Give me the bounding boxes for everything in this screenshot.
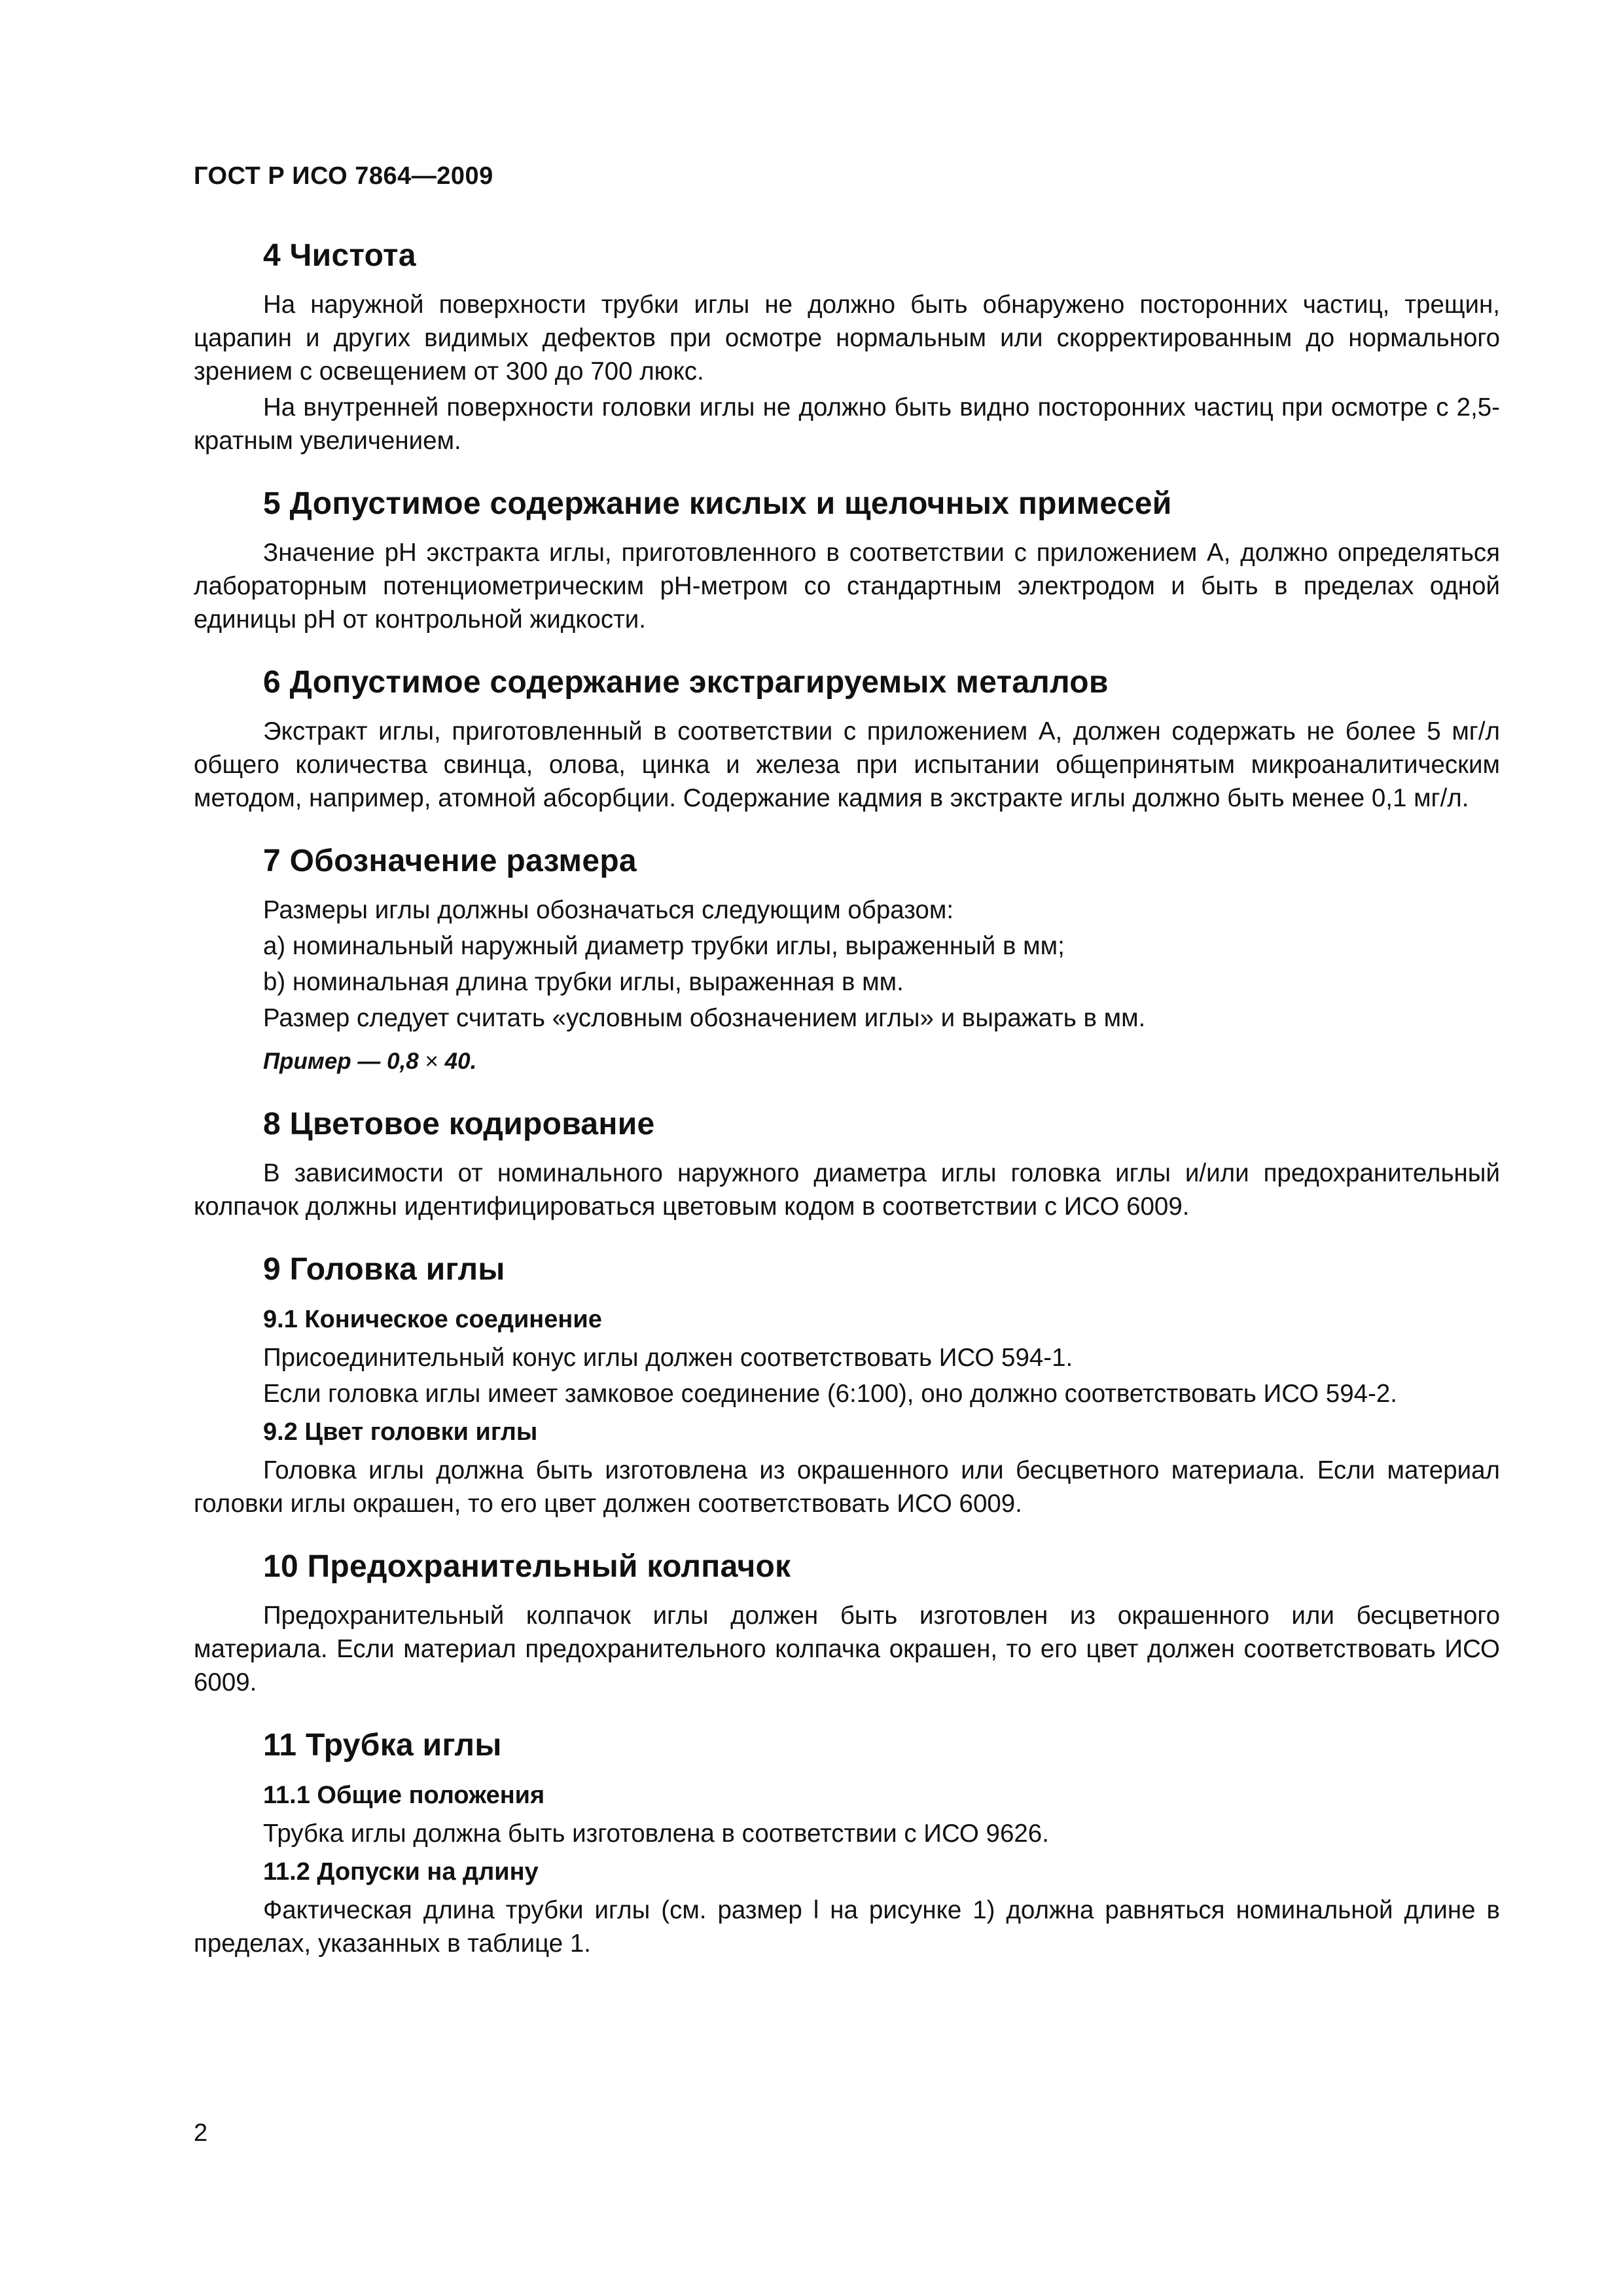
example-value: 40. (444, 1049, 477, 1074)
section-heading: 9 Головка иглы (263, 1252, 505, 1287)
subsection-heading: 9.1 Коническое соединение (263, 1306, 602, 1333)
section-4 (194, 234, 1500, 457)
paragraph: Значение рН экстракта иглы, приготовленного в соответствии с приложением А, должно определяться лабораторным потенциометрическим рН-метром со стандартным электродом и быть в пределах одной единицы рН от контрольной жидкости. (194, 539, 1500, 634)
paragraph: Предохранительный колпачок иглы должен быть изготовлен из окрашенного или бесцветного материала. Если материал предохранительного колпачка окрашен, то его цвет должен соответствовать ИСО 6009. (194, 1602, 1500, 1696)
example-note (194, 1045, 1500, 1078)
paragraph: Присоединительный конус иглы должен соответствовать ИСО 594-1. (263, 1344, 1073, 1372)
subsection-heading: 11.2 Допуски на длину (263, 1858, 539, 1886)
paragraph: Размер следует считать «условным обозначением иглы» и выражать в мм. (263, 1004, 1146, 1032)
section-heading: 4 Чистота (263, 238, 416, 273)
subsection-heading: 9.2 Цвет головки иглы (263, 1418, 538, 1446)
section-11 (194, 1724, 1500, 1960)
section-heading: 10 Предохранительный колпачок (263, 1549, 791, 1584)
section-heading: 11 Трубка иглы (263, 1728, 502, 1763)
list-item: a) номинальный наружный диаметр трубки иглы, выраженный в мм; (263, 932, 1065, 960)
section-heading: 5 Допустимое содержание кислых и щелочных примесей (263, 486, 1172, 521)
paragraph: Экстракт иглы, приготовленный в соответствии с приложением А, должен содержать не более 5 мг/л общего количества свинца, олова, цинка и железа при испытании общепринятым микроаналитическим методом, например, атомной абсорбции. Содержание кадмия в экстракте иглы должно быть менее 0,1 мг/л. (194, 717, 1500, 812)
paragraph: В зависимости от номинального наружного диаметра иглы головка иглы и/или предохранительный колпачок должны идентифицироваться цветовым кодом в соответствии с ИСО 6009. (194, 1159, 1500, 1221)
paragraph: Фактическая длина трубки иглы (см. размер l на рисунке 1) должна равняться номинальной длине в пределах, указанных в таблице 1. (194, 1896, 1500, 1958)
section-10 (194, 1545, 1500, 1699)
times-sign: × (418, 1049, 445, 1074)
paragraph: Трубка иглы должна быть изготовлена в соответствии с ИСО 9626. (263, 1820, 1049, 1848)
section-9 (194, 1248, 1500, 1520)
section-heading: 7 Обозначение размера (263, 844, 637, 878)
list-item: b) номинальная длина трубки иглы, выраженная в мм. (263, 968, 904, 996)
document-header: ГОСТ Р ИСО 7864—2009 (194, 162, 493, 190)
section-6 (194, 661, 1500, 815)
section-heading: 6 Допустимое содержание экстрагируемых металлов (263, 665, 1109, 700)
document-body (194, 234, 1500, 1985)
paragraph: Если головка иглы имеет замковое соединение (6:100), оно должно соответствовать ИСО 594-2. (263, 1380, 1397, 1408)
paragraph: Головка иглы должна быть изготовлена из окрашенного или бесцветного материала. Если материал головки иглы окрашен, то его цвет должен соответствовать ИСО 6009. (194, 1456, 1500, 1518)
section-heading: 8 Цветовое кодирование (263, 1107, 655, 1141)
paragraph: На наружной поверхности трубки иглы не должно быть обнаружено посторонних частиц, трещин, царапин и других видимых дефектов при осмотре нормальным или скорректированным до нормального зрением с освещением от 300 до 700 люкс. (194, 291, 1500, 386)
paragraph: Размеры иглы должны обозначаться следующим образом: (263, 896, 954, 924)
example-label: Пример — 0,8 (263, 1049, 419, 1074)
paragraph: На внутренней поверхности головки иглы не должно быть видно посторонних частиц при осмотре с 2,5-кратным увеличением. (194, 393, 1500, 455)
subsection-heading: 11.1 Общие положения (263, 1782, 545, 1809)
section-8 (194, 1103, 1500, 1223)
page-number: 2 (194, 2119, 208, 2147)
section-7 (194, 840, 1500, 1078)
section-5 (194, 482, 1500, 636)
